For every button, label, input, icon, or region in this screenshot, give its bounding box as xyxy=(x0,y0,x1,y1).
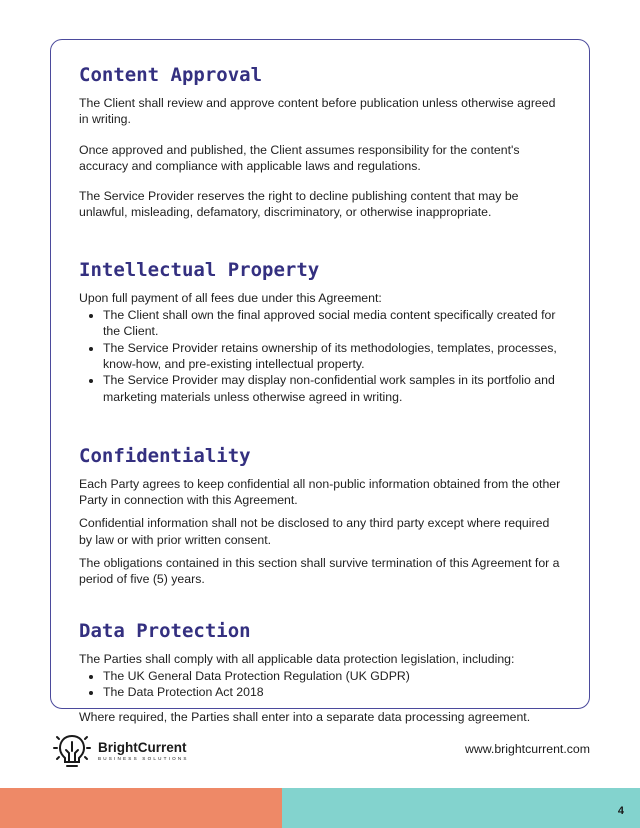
section-title-data-protection: Data Protection xyxy=(79,619,251,642)
lightbulb-circuit-icon xyxy=(52,731,92,771)
page-number: 4 xyxy=(617,805,624,817)
paragraph: Each Party agrees to keep confidential all non-public information obtained from the other Party in connection with this Agreement. xyxy=(79,476,561,508)
paragraph: Where required, the Parties shall enter into a separate data processing agreement. xyxy=(79,709,531,724)
list-item: • The Data Protection Act 2018 xyxy=(103,684,561,700)
list-item: • The Service Provider may display non-confidential work samples in its portfolio and marketing materials unless otherwise agreed in writing. xyxy=(103,372,561,405)
paragraph: The Parties shall comply with all applicable data protection legislation, including: xyxy=(79,651,515,666)
paragraph: The Client shall review and approve content before publication unless otherwise agreed in writing. xyxy=(79,96,556,127)
brand-logo xyxy=(52,731,189,771)
paragraph: Confidential information shall not be disclosed to any third party except where required by law or with prior written consent. xyxy=(79,516,550,547)
brand-name: BrightCurrent xyxy=(98,739,187,755)
bullet-list xyxy=(79,668,561,701)
brand-tagline: BUSINESS SOLUTIONS xyxy=(98,755,189,761)
bullet-list xyxy=(79,307,561,405)
footer-band-coral xyxy=(0,788,282,828)
list-item: • The Service Provider retains ownership of its methodologies, templates, processes, know-how, and pre-existing intellectual property. xyxy=(103,340,561,373)
content-card xyxy=(50,39,590,724)
paragraph: The obligations contained in this section shall survive termination of this Agreement for a period of five (5) years. xyxy=(79,556,560,587)
footer-band-teal xyxy=(282,788,640,828)
website-link[interactable]: www.brightcurrent.com xyxy=(464,742,590,756)
section-title-confidentiality: Confidentiality xyxy=(79,444,251,467)
list-item: • The UK General Data Protection Regulation (UK GDPR) xyxy=(103,668,561,684)
section-title-content-approval: Content Approval xyxy=(79,64,263,86)
list-item: • The Client shall own the final approved social media content specifically created for the Client. xyxy=(103,307,561,340)
paragraph: Once approved and published, the Client assumes responsibility for the content's accuracy and compliance with applicable laws and regulations. xyxy=(79,142,520,173)
section-title-intellectual-property: Intellectual Property xyxy=(79,258,320,281)
paragraph: The Service Provider reserves the right to decline publishing content that may be unlawful, misleading, defamatory, discriminatory, or otherwise inappropriate. xyxy=(79,189,519,220)
paragraph: Upon full payment of all fees due under this Agreement: xyxy=(79,290,382,305)
